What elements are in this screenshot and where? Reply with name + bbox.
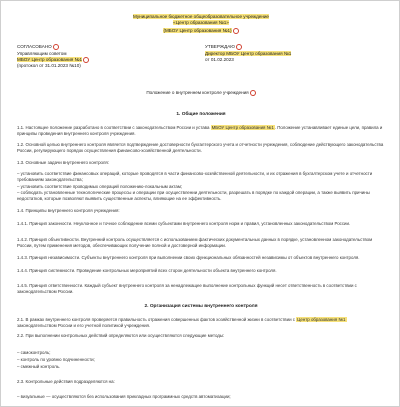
org-name-line3: (МБОУ Центр образования №1) [1, 28, 400, 34]
document-title: Положение о внутреннем контроле учреждения [1, 90, 400, 96]
approval-right-line1: Директор МБОУ Центр образования №1 [205, 51, 292, 56]
paragraph-1-4: 1.4. Принципы внутреннего контроля учреждения: [17, 208, 120, 213]
paragraph-2-1: 2.1. В рамках внутреннего контроля проверяется правильность отражения совершенных фактов хозяйственной жизни в соответствии с Центр образования №1 законодательством России и его учетной политикой учреждения. [17, 317, 346, 328]
approval-left-title: СОГЛАСОВАНО [17, 44, 59, 50]
paragraph-1-4-5: 1.4.5. Принцип ответственности. Каждый субъект внутреннего контроля за ненадлежащее выполнение контрольных функций несет ответственность в соответствии с законодательством России. [17, 283, 357, 294]
paragraph-1-2: 1.2. Основной целью внутреннего контроля является подтверждение достоверности бухгалтерского учета и отчетности учреждения, соблюдение действующего законодательства России, регулирующего порядок осуществления финансово-хозяйственной деятельности. [17, 142, 384, 153]
approval-left-line1: Управляющим советом [17, 51, 67, 56]
comment-marker-icon[interactable] [83, 57, 89, 63]
list-item: – соблюдать установленные технологические процессы и операции при осуществлении деятельности, разрешать в порядке по каждой операции, а также выявить причины недостатков, которые позволяют выявить существенные аспекты, влияющие на ее эффективность. [17, 190, 370, 201]
comment-marker-icon[interactable] [233, 28, 239, 34]
list-item: – визуальные — осуществляются без использования прикладных программных средств автоматизации; [17, 394, 231, 399]
paragraph-1-3: 1.3. Основные задачи внутреннего контроля: [17, 160, 110, 165]
paragraph-2-2: 2.2. При выполнении контрольных действий определяются или осуществляются следующие методы: [17, 333, 225, 338]
approval-right-line2: от 01.02.2023 [205, 57, 234, 62]
list-item: – самоконтроль; [17, 350, 51, 355]
comment-marker-icon[interactable] [236, 44, 242, 50]
list-item: – контроль по уровню подчиненности; [17, 357, 95, 362]
list-item: – установить соответствие проводимых операций положению-локальным актам; [17, 184, 183, 189]
comment-marker-icon[interactable] [53, 44, 59, 50]
comment-marker-icon[interactable] [250, 90, 256, 96]
paragraph-2-3: 2.3. Контрольные действия подразделяются на: [17, 379, 115, 384]
paragraph-1-1: 1.1. Настоящее положение разработано в соответствии с законодательством России и устава МБОУ Центр образования №1. Положение устанавливает единые цели, правила и принципы проведения внутреннего контроля учреждения. [17, 125, 383, 136]
list-item: – смежный контроль. [17, 364, 61, 369]
approval-left-line2: МБОУ Центр образования №1 [17, 57, 89, 63]
approval-right-title: УТВЕРЖДАЮ [205, 44, 242, 50]
org-name-line2: «Центр образования №1» [173, 20, 229, 25]
paragraph-1-4-4: 1.4.4. Принцип системности. Проведение контрольных мероприятий всех сторон деятельности объекта внутреннего контроля. [17, 268, 277, 273]
section-heading-1: 1. Общие положения [176, 112, 226, 117]
paragraph-1-4-3: 1.4.3. Принцип независимости. Субъекты внутреннего контроля при выполнении своих функциональных обязанностей независимы от объектов внутреннего контроля. [17, 255, 360, 260]
approval-left-line3: (протокол от 31.01.2023 №10) [17, 63, 81, 68]
paragraph-1-4-1: 1.4.1. Принцип законности. Неуклонное и точное соблюдение всеми субъектами внутреннего контроля норм и правил, установленных законодательством России. [17, 221, 351, 226]
section-heading-2: 2. Организация системы внутреннего контроля [144, 304, 258, 309]
list-item: – установить соответствие финансовых операций, которые проводятся в части финансово-хозяйственной деятельности, и их отражения в бухгалтерском учете и отчетности требованиям законодательства; [17, 171, 373, 182]
paragraph-1-4-2: 1.4.2. Принцип объективности. Внутренний контроль осуществляется с использованием фактических документальных данных в порядке, установленном законодательством России, путем применения методов, обеспечивающих получение полной и достоверной информации. [17, 237, 373, 248]
org-name-line1: Муниципальное бюджетное общеобразовательное учреждение [132, 14, 269, 19]
